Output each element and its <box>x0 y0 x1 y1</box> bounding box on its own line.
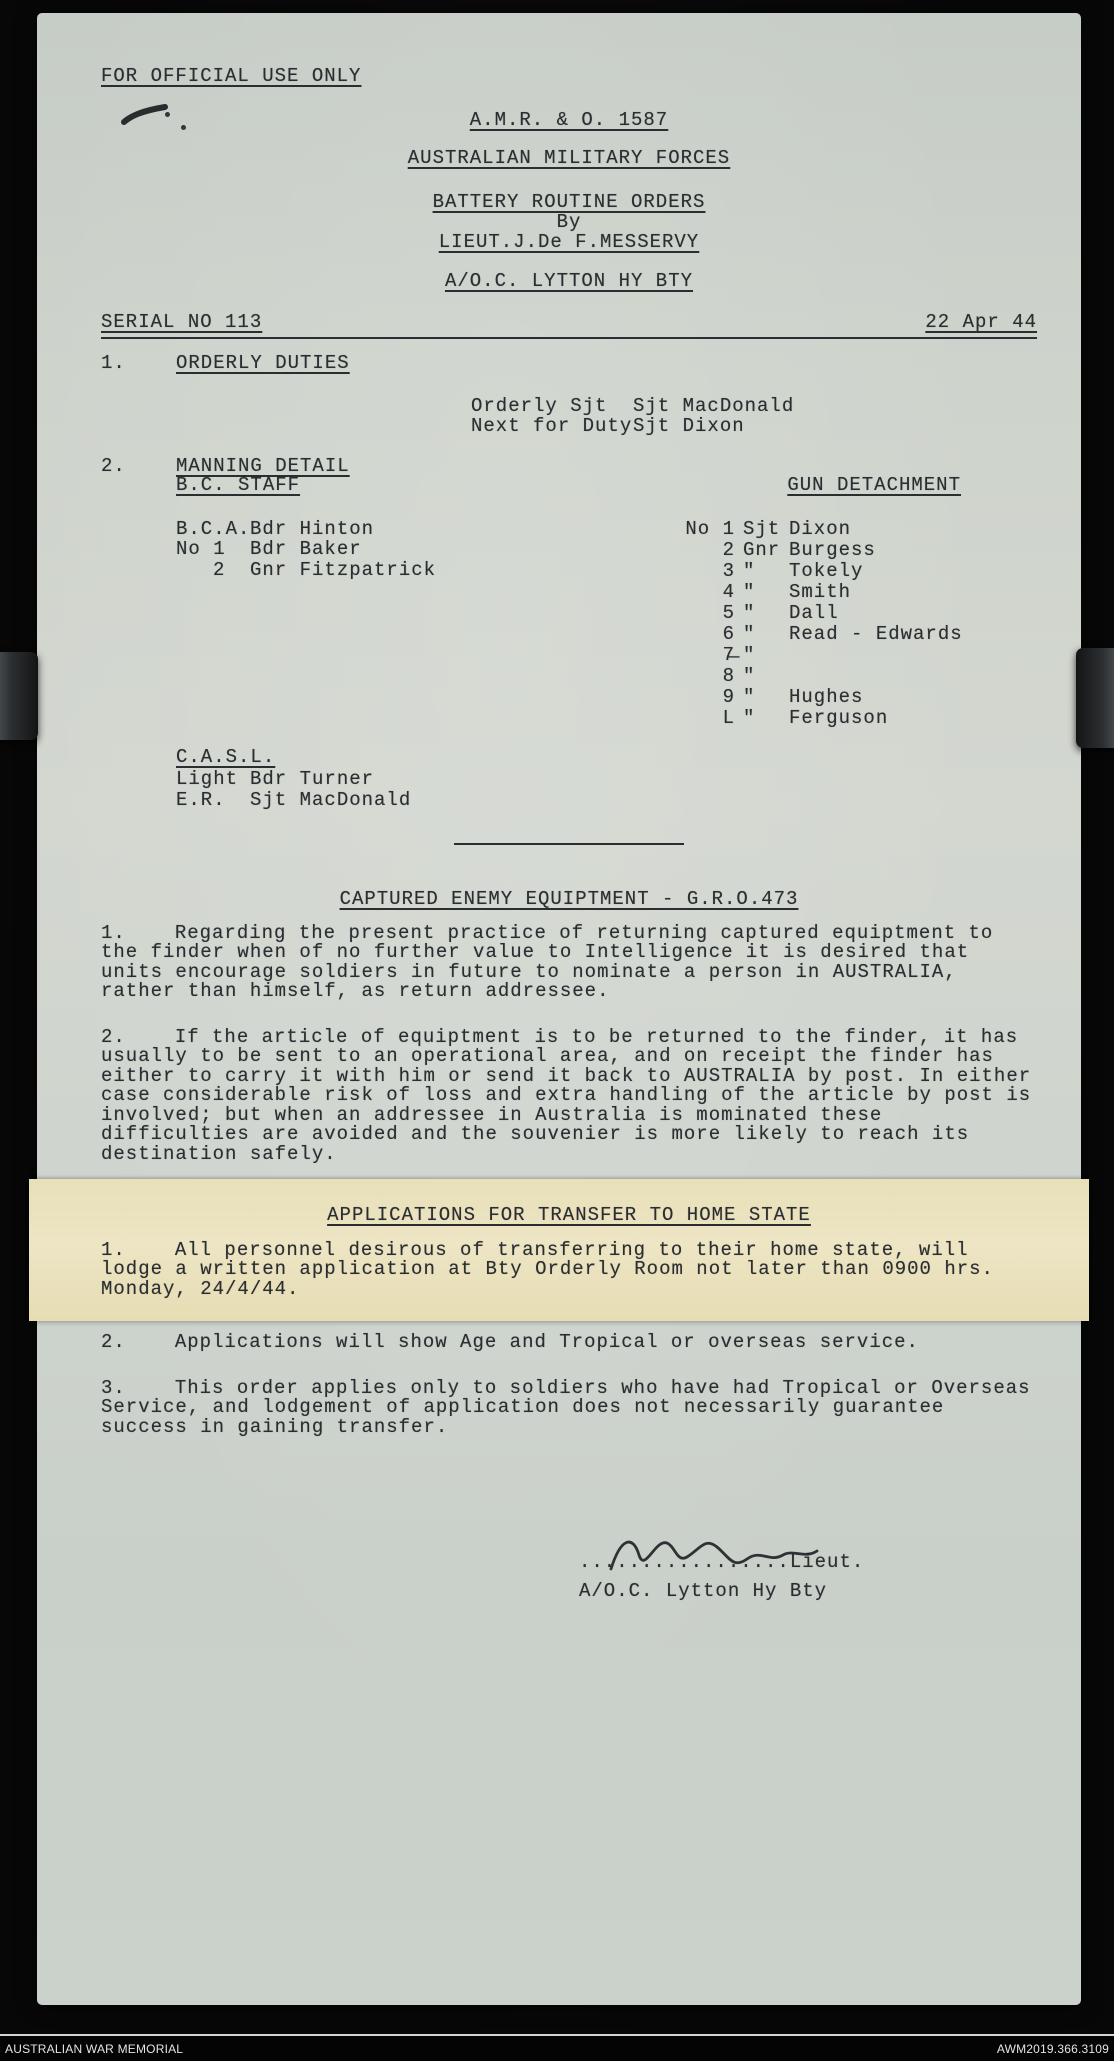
doc-ref: A.M.R. & O. 1587 <box>469 108 669 131</box>
casl-row <box>101 790 1037 811</box>
para-number: 3. <box>101 1376 126 1399</box>
gun-number: 6 <box>722 622 735 645</box>
org-name: AUSTRALIAN MILITARY FORCES <box>407 147 731 169</box>
gun-rank: " <box>743 580 756 603</box>
casl-row <box>101 769 1037 790</box>
orderly-duties-section <box>101 354 1037 374</box>
duty-row <box>471 416 1037 436</box>
staff-name: Bdr Baker <box>250 538 362 560</box>
serial-row <box>101 310 1037 333</box>
doc-title: BATTERY ROUTINE ORDERS <box>432 190 706 213</box>
gun-row <box>683 624 963 645</box>
gun-number: 4 <box>722 580 735 603</box>
staff-name: Bdr Hinton <box>250 517 375 540</box>
gun-name: Hughes <box>789 685 864 708</box>
para-text: Applications will show Age and Tropical or overseas service. <box>174 1331 919 1353</box>
officer-name: LIEUT.J.De F.MESSERVY <box>438 230 700 253</box>
application-para <box>101 1376 1037 1438</box>
gun-row <box>683 519 963 540</box>
gun-detachment-heading: GUN DETACHMENT <box>787 474 961 496</box>
gun-row <box>683 603 963 624</box>
staff-pos: No 1 <box>176 538 226 560</box>
para-text: This order applies only to soldiers who have had Tropical or Overseas Service, and lodgement of application does not necessarily guarantee success in gaining transfer. <box>101 1376 1031 1438</box>
gun-name: Read - Edwards <box>789 622 963 645</box>
signature-block <box>579 1553 1049 1601</box>
gun-name: Ferguson <box>789 706 889 729</box>
para-text: All personnel desirous of transferring to their home state, will lodge a written application at Bty Orderly Room not later than 0900 hrs. Monday, 24/4/44. <box>101 1238 994 1300</box>
gun-row <box>683 708 963 729</box>
applications-heading: APPLICATIONS FOR TRANSFER TO HOME STATE <box>327 1204 811 1226</box>
gun-rank: " <box>743 559 756 582</box>
casl-name: Sjt MacDonald <box>250 788 412 811</box>
para-number: 2. <box>101 1331 126 1353</box>
gun-number: L <box>722 706 735 729</box>
casl-section <box>101 745 1037 811</box>
duty-role: Next for Duty <box>471 414 633 437</box>
gun-name: Dixon <box>789 517 852 540</box>
footer-bar <box>0 2034 1114 2061</box>
punch-dot <box>165 112 170 117</box>
gun-number: 2 <box>722 538 735 561</box>
captured-para <box>101 1025 1037 1165</box>
gun-name: Tokely <box>789 559 864 582</box>
serial-number: SERIAL NO 113 <box>101 310 263 333</box>
gun-name: Burgess <box>789 538 876 561</box>
bc-staff-list <box>176 519 683 729</box>
duty-list <box>471 396 1037 436</box>
casl-list <box>101 769 1037 810</box>
classification-stamp: FOR OFFICIAL USE ONLY <box>101 65 362 87</box>
duty-name: Sjt Dixon <box>633 414 745 437</box>
staff-name: Gnr Fitzpatrick <box>250 558 437 581</box>
para-text: If the article of equiptment is to be returned to the finder, it has usually to be sent to an operational area, and on receipt the finder has either to carry it with him or send it back to AUSTRALIA by post. In either case considerable risk of loss and extra handling of the article by post is involved; but when an addressee in Australia is mominated these difficulties are avoided and the souvenier is more likely to reach its destination safely. <box>101 1025 1032 1165</box>
serial-date: 22 Apr 44 <box>925 310 1037 333</box>
para-number: 2. <box>101 1025 126 1048</box>
section-number: 1. <box>101 352 126 374</box>
para-text: Regarding the present practice of returning captured equiptment to the finder when of no further value to Intelligence it is desired that units encourage soldiers in future to nominate a person in AUSTRALIA, rather than himself, as return addressee. <box>101 921 994 1002</box>
para-number: 1. <box>101 1238 126 1261</box>
casl-pos: E.R. <box>176 788 226 811</box>
separator-rule <box>454 843 684 845</box>
section-number: 2. <box>101 454 126 477</box>
gun-number: 5 <box>722 601 735 624</box>
captured-para <box>101 921 1037 1002</box>
by-label: By <box>556 211 582 233</box>
manning-columns <box>101 519 1037 729</box>
gun-rank: " <box>743 685 756 708</box>
awm-id: AWM2019.366.3109 <box>996 2041 1109 2056</box>
staff-pos: B.C.A. <box>176 517 251 540</box>
right-clamp <box>1076 648 1114 748</box>
staff-row <box>176 539 683 560</box>
gun-rank: " <box>743 622 756 645</box>
gun-detachment-list <box>683 519 963 729</box>
staff-pos: 2 <box>213 558 226 581</box>
para-number: 1. <box>101 921 126 944</box>
duty-role: Orderly Sjt <box>471 394 608 417</box>
serial-rule <box>101 337 1037 339</box>
gun-name: Dall <box>789 601 839 624</box>
gun-number: 8 <box>722 664 735 687</box>
punch-dot <box>181 125 186 130</box>
gun-number: 7̶ <box>722 643 735 666</box>
gun-number: 9 <box>722 685 735 708</box>
duty-name: Sjt MacDonald <box>633 394 795 417</box>
gun-number: 3 <box>722 559 735 582</box>
awm-credit: AUSTRALIAN WAR MEMORIAL <box>5 2041 184 2056</box>
signature-line: .................Lieut. <box>579 1551 865 1573</box>
signature-unit: A/O.C. Lytton Hy Bty <box>579 1579 828 1602</box>
document-page <box>37 13 1081 2005</box>
gun-name: Smith <box>789 580 852 603</box>
gun-rank: " <box>743 706 756 729</box>
gun-row <box>683 666 963 687</box>
manning-subheadings <box>101 476 1037 496</box>
gun-rank: " <box>743 601 756 624</box>
gun-rank: " <box>743 664 756 687</box>
gun-rank: " <box>743 643 756 666</box>
manning-detail-heading: MANNING DETAIL <box>176 454 350 477</box>
gun-number: No 1 <box>685 517 735 540</box>
unit-name: A/O.C. LYTTON HY BTY <box>444 270 694 292</box>
gun-row <box>683 582 963 603</box>
captured-heading: CAPTURED ENEMY EQUIPTMENT - G.R.O.473 <box>339 888 799 910</box>
left-clamp <box>0 652 38 740</box>
gun-rank: Sjt <box>743 517 781 540</box>
application-para <box>101 1238 1037 1300</box>
application-para <box>101 1333 1037 1353</box>
gun-row <box>683 645 963 666</box>
casl-pos: Light <box>176 768 239 790</box>
gun-row <box>683 687 963 708</box>
orderly-duties-heading: ORDERLY DUTIES <box>176 352 350 374</box>
gun-row <box>683 561 963 582</box>
gun-rank: Gnr <box>743 538 781 561</box>
transfer-strip <box>29 1179 1089 1321</box>
staff-row <box>176 560 683 581</box>
casl-heading: C.A.S.L. <box>176 745 276 768</box>
staff-row <box>176 519 683 540</box>
duty-row <box>471 396 1037 416</box>
bc-staff-heading: B.C. STAFF <box>176 474 301 496</box>
casl-name: Bdr Turner <box>250 768 375 790</box>
gun-row <box>683 540 963 561</box>
